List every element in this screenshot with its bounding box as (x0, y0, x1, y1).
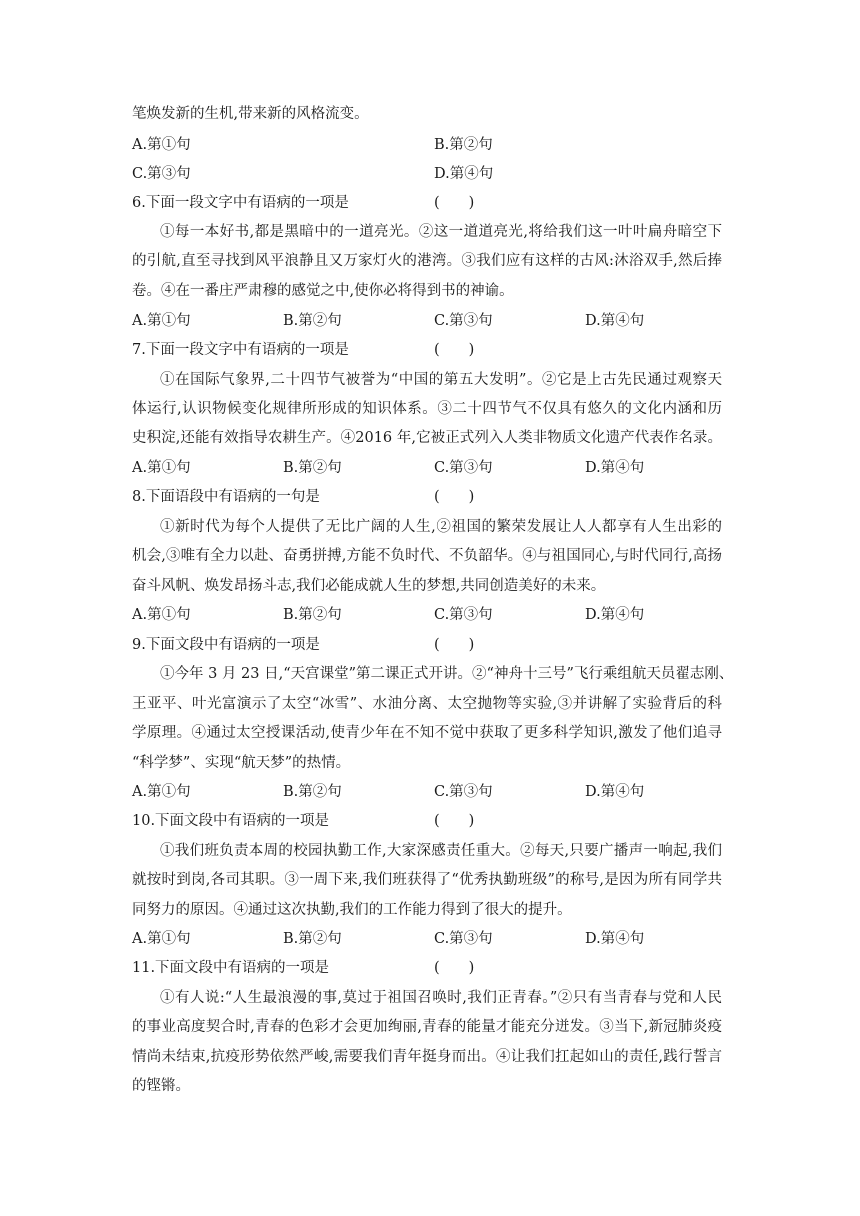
q8-text-line: 奋斗风帆、焕发昂扬斗志,我们必能成就人生的梦想,共同创造美好的未来。 (132, 578, 606, 594)
q10-option-b: B.第②句 (283, 931, 342, 947)
q11-text-line: ①有人说:“人生最浪漫的事,莫过于祖国召唤时,我们正青春。”②只有当青春与党和人民 (160, 990, 722, 1006)
q7-text-line: 史积淀,还能有效指导农耕生产。④2016 年,它被正式列入人类非物质文化遗产代表作名录。 (132, 430, 722, 446)
q9-text-line: 王亚平、叶光富演示了太空“冰雪”、水油分离、太空抛物等实验,③并讲解了实验背后的科 (132, 696, 722, 712)
q7-text-line: ①在国际气象界,二十四节气被誉为“中国的第五大发明”。②它是上古先民通过观察天 (160, 372, 722, 388)
q5-option-a: A.第①句 (132, 137, 191, 153)
q6-option-b: B.第②句 (283, 313, 342, 329)
q8-stem: 8.下面语段中有语病的一句是 (132, 489, 320, 505)
q5-option-b: B.第②句 (434, 137, 493, 153)
q6-option-a: A.第①句 (132, 313, 191, 329)
q8-option-c: C.第③句 (434, 607, 493, 623)
q9-text-line: “科学梦”、实现“航天梦”的热情。 (132, 755, 351, 771)
q9-option-b: B.第②句 (283, 784, 342, 800)
q11-text-line: 的事业高度契合时,青春的色彩才会更加绚丽,青春的能量才能充分迸发。③当下,新冠肺炎疫 (132, 1019, 722, 1035)
q5-option-d: D.第④句 (434, 166, 494, 182)
q7-text-line: 体运行,认识物候变化规律所形成的知识体系。③二十四节气不仅具有悠久的文化内涵和历 (132, 401, 722, 417)
q9-text-line: 学原理。④通过太空授课活动,使青少年在不知不觉中获取了更多科学知识,激发了他们追寻 (132, 725, 722, 741)
q10-option-d: D.第④句 (585, 931, 645, 947)
q10-text-line: 就按时到岗,各司其职。③一周下来,我们班获得了“优秀执勤班级”的称号,是因为所有同学共 (132, 872, 722, 888)
q8-answer-paren: ( ) (434, 489, 475, 505)
continuation-line: 笔焕发新的生机,带来新的风格流变。 (132, 106, 369, 122)
q10-option-a: A.第①句 (132, 931, 191, 947)
q10-stem: 10.下面文段中有语病的一项是 (132, 813, 330, 829)
q8-option-d: D.第④句 (585, 607, 645, 623)
q8-text-line: 机会,③唯有全力以赴、奋勇拼搏,方能不负时代、不负韶华。④与祖国同心,与时代同行,高扬 (132, 548, 722, 564)
q6-text-line: 卷。④在一番庄严肃穆的感觉之中,使你必将得到书的神谕。 (132, 283, 514, 299)
q6-text-line: ①每一本好书,都是黑暗中的一道亮光。②这一道道亮光,将给我们这一叶叶扁舟暗空下 (160, 224, 722, 240)
q6-option-c: C.第③句 (434, 313, 493, 329)
q9-answer-paren: ( ) (434, 637, 475, 653)
q7-option-d: D.第④句 (585, 460, 645, 476)
q8-option-b: B.第②句 (283, 607, 342, 623)
q9-stem: 9.下面文段中有语病的一项是 (132, 637, 320, 653)
q11-stem: 11.下面文段中有语病的一项是 (132, 960, 330, 976)
q10-option-c: C.第③句 (434, 931, 493, 947)
q8-option-a: A.第①句 (132, 607, 191, 623)
q5-option-c: C.第③句 (132, 166, 191, 182)
q11-answer-paren: ( ) (434, 960, 475, 976)
q11-text-line: 的铿锵。 (132, 1078, 190, 1094)
q7-answer-paren: ( ) (434, 342, 475, 358)
q11-text-line: 情尚未结束,抗疫形势依然严峻,需要我们青年挺身而出。④让我们扛起如山的责任,践行誓言 (132, 1049, 722, 1065)
q6-answer-paren: ( ) (434, 195, 475, 211)
q7-option-c: C.第③句 (434, 460, 493, 476)
q10-text-line: 同努力的原因。④通过这次执勤,我们的工作能力得到了很大的提升。 (132, 902, 572, 918)
q9-text-line: ①今年 3 月 23 日,“天宫课堂”第二课正式开讲。②“神舟十三号”飞行乘组航天员翟志刚、 (160, 666, 734, 682)
q10-answer-paren: ( ) (434, 813, 475, 829)
q10-text-line: ①我们班负责本周的校园执勤工作,大家深感责任重大。②每天,只要广播声一响起,我们 (160, 843, 722, 859)
q6-text-line: 的引航,直至寻找到风平浪静且又万家灯火的港湾。③我们应有这样的古风:沐浴双手,然后捧 (132, 253, 722, 269)
q8-text-line: ①新时代为每个人提供了无比广阔的人生,②祖国的繁荣发展让人人都享有人生出彩的 (160, 519, 722, 535)
q6-option-d: D.第④句 (585, 313, 645, 329)
q7-stem: 7.下面一段文字中有语病的一项是 (132, 342, 349, 358)
q9-option-c: C.第③句 (434, 784, 493, 800)
q7-option-a: A.第①句 (132, 460, 191, 476)
q9-option-d: D.第④句 (585, 784, 645, 800)
q7-option-b: B.第②句 (283, 460, 342, 476)
q6-stem: 6.下面一段文字中有语病的一项是 (132, 195, 349, 211)
q9-option-a: A.第①句 (132, 784, 191, 800)
